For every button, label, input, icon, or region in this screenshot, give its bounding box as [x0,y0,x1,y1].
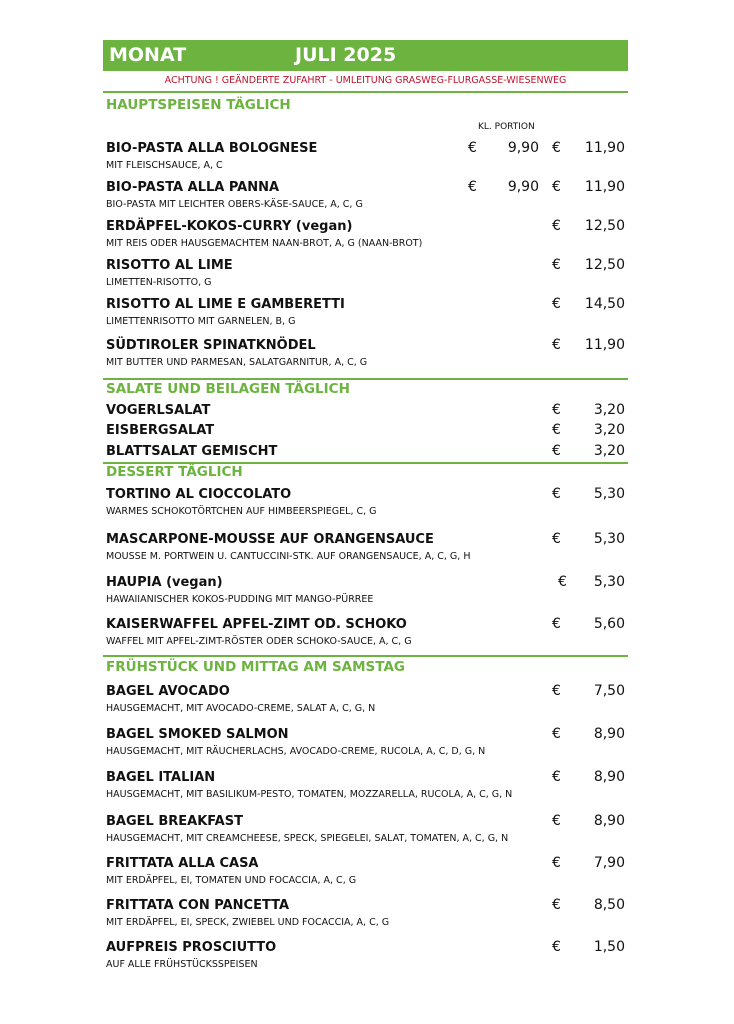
item-name-text: BAGEL AVOCADO [106,684,230,699]
currency-symbol: € [552,296,561,312]
menu-item [106,422,628,439]
item-description: HAUSGEMACHT, MIT CREAMCHEESE, SPECK, SPIEGELEI, SALAT, TOMATEN, A, C, G, N [106,833,509,844]
menu-item [106,769,628,801]
small-portion-header: KL. PORTION [478,122,535,132]
item-description: WARMES SCHOKOTÖRTCHEN AUF HIMBEERSPIEGEL, C, G [106,506,377,517]
item-name-text: VOGERLSALAT [106,403,211,418]
date-label: JULI 2025 [295,44,397,66]
item-price: 5,30 [593,531,625,547]
item-price: 7,50 [593,683,625,699]
section-title-saturday: FRÜHSTÜCK UND MITTAG AM SAMSTAG [106,659,405,675]
menu-item [106,813,628,845]
item-name [106,939,628,956]
item-description: MIT FLEISCHSAUCE, A, C [106,160,223,171]
section-title-dessert: DESSERT TÄGLICH [106,464,243,480]
item-name-text: BAGEL SMOKED SALMON [106,727,289,742]
currency-symbol: € [552,140,561,156]
currency-symbol: € [552,422,561,438]
currency-symbol: € [552,257,561,273]
item-description: HAUSGEMACHT, MIT BASILIKUM-PESTO, TOMATEN, MOZZARELLA, RUCOLA, A, C, G, N [106,789,513,800]
item-name [106,402,628,419]
menu-item [106,257,628,289]
item-name [106,422,628,439]
item-name [106,855,628,872]
item-description: WAFFEL MIT APFEL-ZIMT-RÖSTER ODER SCHOKO-SAUCE, A, C, G [106,636,412,647]
item-price: 12,50 [584,218,625,234]
item-name [106,218,628,235]
item-tag: (vegan) [166,575,223,590]
item-description: MIT ERDÄPFEL, EI, SPECK, ZWIEBEL UND FOCACCIA, A, C, G [106,917,390,928]
section-title-main: HAUPTSPEISEN TÄGLICH [106,97,291,113]
menu-item [106,443,628,460]
item-name-text: HAUPIA [106,575,162,590]
menu-item [106,486,628,518]
menu-item [106,179,628,211]
item-price: 3,20 [593,402,625,418]
item-price: 8,90 [593,813,625,829]
item-price: 1,50 [593,939,625,955]
item-name-text: MASCARPONE-MOUSSE AUF ORANGENSAUCE [106,532,434,547]
item-tag: (vegan) [295,219,353,234]
item-name-text: KAISERWAFFEL APFEL-ZIMT OD. SCHOKO [106,617,407,632]
item-description: HAWAIIANISCHER KOKOS-PUDDING MIT MANGO-PÜRREE [106,594,374,605]
menu-item [106,531,628,563]
item-name [106,486,628,503]
item-description: AUF ALLE FRÜHSTÜCKSSPEISEN [106,959,258,970]
menu-item [106,939,628,971]
menu-item [106,402,628,419]
item-description: LIMETTEN-RISOTTO, G [106,277,212,288]
item-description: MIT REIS ODER HAUSGEMACHTEM NAAN-BROT, A, G (NAAN-BROT) [106,238,423,249]
menu-item [106,616,628,648]
item-price: 5,30 [593,486,625,502]
item-name [106,337,628,354]
item-small-price: 9,90 [507,140,539,156]
item-description: MIT ERDÄPFEL, EI, TOMATEN UND FOCACCIA, A, C, G [106,875,357,886]
item-name-text: RISOTTO AL LIME E GAMBERETTI [106,297,345,312]
item-description: MIT BUTTER UND PARMESAN, SALATGARNITUR, A, C, G [106,357,368,368]
currency-symbol: € [552,402,561,418]
item-name-text: BAGEL BREAKFAST [106,814,243,829]
item-description: BIO-PASTA MIT LEICHTER OBERS-KÄSE-SAUCE, A, C, G [106,199,363,210]
menu-item [106,855,628,887]
item-name [106,813,628,830]
item-price: 8,90 [593,769,625,785]
item-name [106,683,628,700]
item-price: 3,20 [593,443,625,459]
item-name [106,897,628,914]
item-name [106,726,628,743]
month-label: MONAT [109,44,187,66]
currency-symbol: € [552,337,561,353]
item-price: 3,20 [593,422,625,438]
item-name-text: BAGEL ITALIAN [106,770,216,785]
currency-symbol: € [552,726,561,742]
currency-symbol: € [552,616,561,632]
item-description: HAUSGEMACHT, MIT RÄUCHERLACHS, AVOCADO-CREME, RUCOLA, A, C, D, G, N [106,746,486,757]
section-divider [103,655,628,657]
currency-symbol: € [552,855,561,871]
item-price: 11,90 [584,337,625,353]
item-name [106,296,628,313]
item-description: LIMETTENRISOTTO MIT GARNELEN, B, G [106,316,296,327]
currency-symbol: € [552,683,561,699]
section-title-salads: SALATE UND BEILAGEN TÄGLICH [106,381,350,397]
item-price: 8,50 [593,897,625,913]
menu-item [106,897,628,929]
item-price: 5,60 [593,616,625,632]
item-name [106,179,628,196]
currency-symbol: € [552,813,561,829]
currency-symbol: € [468,179,477,195]
item-name-text: TORTINO AL CIOCCOLATO [106,487,292,502]
item-name [106,574,628,591]
item-name-text: FRITTATA ALLA CASA [106,856,259,871]
item-name [106,443,628,460]
currency-symbol: € [552,218,561,234]
item-name-text: ERDÄPFEL-KOKOS-CURRY [106,219,292,234]
item-name [106,769,628,786]
item-name [106,257,628,274]
currency-symbol: € [558,574,567,590]
currency-symbol: € [552,939,561,955]
item-name-text: AUFPREIS PROSCIUTTO [106,940,277,955]
item-price: 14,50 [584,296,625,312]
currency-symbol: € [552,531,561,547]
item-name [106,140,628,157]
item-price: 11,90 [584,179,625,195]
item-name-text: EISBERGSALAT [106,423,215,438]
menu-item [106,574,628,606]
item-name-text: BLATTSALAT GEMISCHT [106,444,278,459]
section-divider [103,91,628,93]
month-banner [103,40,628,71]
currency-symbol: € [552,769,561,785]
menu-item [106,726,628,758]
item-name [106,616,628,633]
currency-symbol: € [552,486,561,502]
item-price: 11,90 [584,140,625,156]
section-divider [103,378,628,380]
currency-symbol: € [552,179,561,195]
item-name-text: RISOTTO AL LIME [106,258,233,273]
currency-symbol: € [552,443,561,459]
menu-item [106,140,628,172]
route-notice: ACHTUNG ! GEÄNDERTE ZUFAHRT - UMLEITUNG GRASWEG-FLURGASSE-WIESENWEG [164,75,567,86]
item-name-text: BIO-PASTA ALLA BOLOGNESE [106,141,318,156]
item-price: 8,90 [593,726,625,742]
menu-item [106,296,628,328]
item-name [106,531,628,548]
item-price: 7,90 [593,855,625,871]
item-small-price: 9,90 [507,179,539,195]
item-name-text: FRITTATA CON PANCETTA [106,898,290,913]
menu-item [106,218,628,250]
item-description: MOUSSE M. PORTWEIN U. CANTUCCINI-STK. AUF ORANGENSAUCE, A, C, G, H [106,551,471,562]
menu-item [106,683,628,715]
item-description: HAUSGEMACHT, MIT AVOCADO-CREME, SALAT A, C, G, N [106,703,376,714]
item-name-text: SÜDTIROLER SPINATKNÖDEL [106,338,316,353]
currency-symbol: € [468,140,477,156]
item-price: 12,50 [584,257,625,273]
item-name-text: BIO-PASTA ALLA PANNA [106,180,280,195]
currency-symbol: € [552,897,561,913]
menu-item [106,337,628,369]
item-price: 5,30 [593,574,625,590]
